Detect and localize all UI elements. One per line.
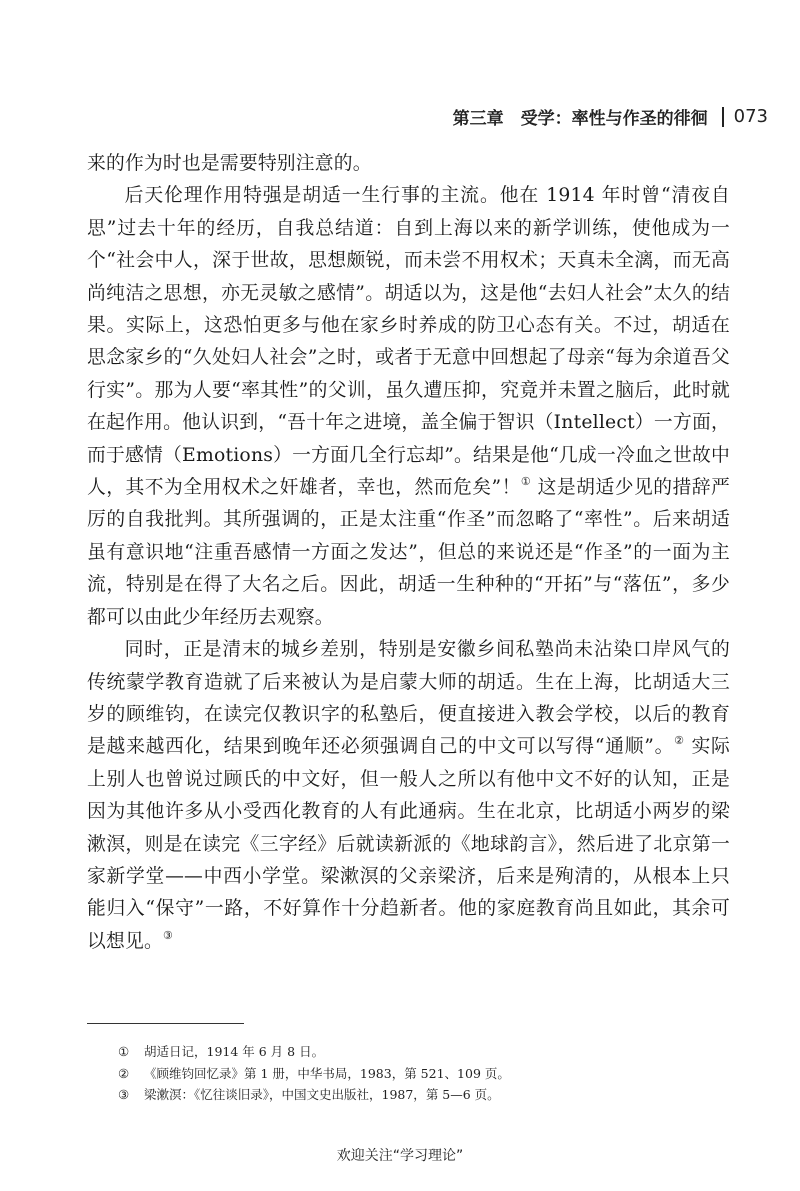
paragraph-text-continued: 实际上别人也曾说过顾氏的中文好，但一般人之所以有他中文不好的认知，正是因为其他许多从小受西化教育的人有此通病。生在北京，比胡适小两岁的梁漱溟，则是在读完《三字经》后就读新派的《地球韵言》，然后进了北京第一家新学堂——中西小学堂。梁漱溟的父亲梁济，后来是殉清的，从根本上只能归入“保守”一路，不好算作十分趋新者。他的家庭教育尚且如此，其余可以想见。 — [87, 736, 731, 952]
paragraph-text-continued: 这是胡适少见的措辞严厉的自我批判。其所强调的，正是太注重“作圣”而忽略了“率性”。后来胡适虽有意识地“注重吾感情一方面之发达”，但总的来说还是“作圣”的一面为主流，特别是在得了大名之后。因此，胡适一生种种的“开拓”与“落伍”，多少都可以由此少年经历去观察。 — [87, 477, 730, 628]
footnote-text: 胡适日记，1914 年 6 月 8 日。 — [144, 1044, 325, 1059]
chapter-title: 第三章 受学：率性与作圣的徘徊 — [452, 109, 708, 129]
footnote-text: 梁漱溟：《忆往谈旧录》，中国文史出版社，1987，第 5—6 页。 — [144, 1087, 500, 1102]
paragraph-3 — [87, 634, 730, 958]
footnote-mark: ② — [118, 1065, 130, 1081]
footnote-item — [118, 1063, 738, 1085]
running-header — [453, 104, 768, 129]
paragraph-1 — [87, 148, 730, 180]
watermark-note: 欢迎关注“学习理论” — [336, 1148, 464, 1164]
footnote-item — [118, 1041, 738, 1063]
footnote-ref-2[interactable]: ② — [674, 734, 685, 748]
paragraph-text: 后天伦理作用特强是胡适一生行事的主流。他在 1914 年时曾“清夜自思”过去十年的经历，自我总结道：自到上海以来的新学训练，使他成为一个“社会中人，深于世故，思想颇锐，而未尝不用权术；天真未全漓，而无高尚纯洁之思想，亦无灵敏之感情”。胡适以为，这是他“去妇人社会”太久的结果。实际上，这恐怕更多与他在家乡时养成的防卫心态有关。不过，胡适在思念家乡的“久处妇人社会”之时，或者于无意中回想起了母亲“每为余道吾父行实”。那为人要“率其性”的父训，虽久遭压抑，究竟并未置之脑后，此时就在起作用。他认识到，“吾十年之进境，盖全偏于智识（Intellect）一方面，而于感情（Emotions）一方面几全行忘却”。结果是他“几成一冷血之世故中人，其不为全用权术之奸雄者，幸也，然而危矣”！ — [87, 185, 730, 499]
footnote-text: 《顾维钧回忆录》第 1 册，中华书局，1983，第 521、109 页。 — [144, 1065, 510, 1081]
footnotes — [118, 1041, 738, 1106]
page-number: 073 — [733, 106, 768, 127]
footnote-mark: ③ — [118, 1087, 130, 1102]
paragraph-text: 同时，正是清末的城乡差别，特别是安徽乡间私塾尚未沾染口岸风气的传统蒙学教育造就了后来被认为是启蒙大师的胡适。生在上海，比胡适大三岁的顾维钧，在读完仅教识字的私塾后，便直接进入教会学校，以后的教育是越来越西化，结果到晚年还必须强调自己的中文可以写得“通顺”。 — [87, 639, 730, 758]
paragraph-2 — [87, 180, 730, 634]
paragraph-text: 来的作为时也是需要特别注意的。 — [87, 153, 372, 174]
footnote-divider — [87, 1023, 244, 1024]
footnote-mark: ① — [118, 1044, 130, 1059]
footnote-ref-1[interactable]: ① — [520, 474, 532, 488]
body-text — [87, 148, 730, 958]
footnote-item — [118, 1084, 738, 1106]
header-divider — [722, 107, 724, 127]
footnote-ref-3[interactable]: ③ — [162, 928, 173, 942]
